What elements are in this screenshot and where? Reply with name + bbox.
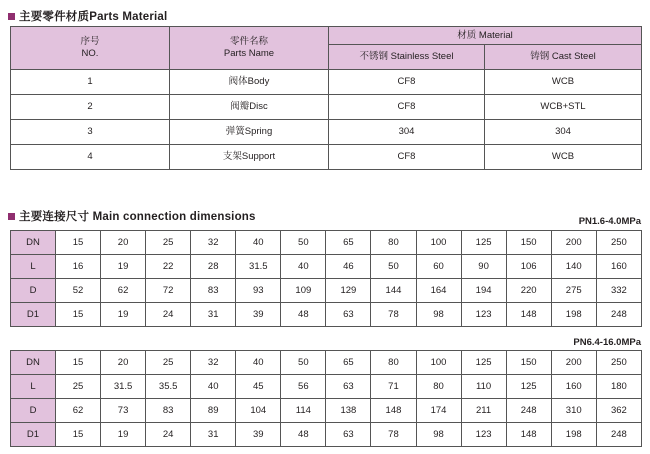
cell-stainless: 304: [329, 120, 485, 145]
table-cell: 138: [326, 399, 371, 423]
table-cell: 50: [371, 255, 416, 279]
table-cell: 194: [461, 279, 506, 303]
table-cell: 22: [146, 255, 191, 279]
table-cell: 200: [551, 231, 596, 255]
table-cell: 35.5: [146, 375, 191, 399]
dimensions-table-pn6.4-16.0: [10, 350, 642, 447]
table-cell: 19: [101, 255, 146, 279]
table-cell: 110: [461, 375, 506, 399]
row-header: D1: [11, 303, 56, 327]
cell-stainless: CF8: [329, 145, 485, 170]
table-row: [11, 231, 642, 255]
table-cell: 28: [191, 255, 236, 279]
table-cell: 62: [101, 279, 146, 303]
table-cell: 220: [506, 279, 551, 303]
cell-no: 1: [11, 70, 170, 95]
table-cell: 20: [101, 351, 146, 375]
table-cell: 129: [326, 279, 371, 303]
table-cell: 48: [281, 303, 326, 327]
table-cell: 16: [56, 255, 101, 279]
table-cell: 50: [281, 351, 326, 375]
header-parts-name: [170, 27, 329, 70]
table-cell: 93: [236, 279, 281, 303]
cell-no: 4: [11, 145, 170, 170]
table-cell: 125: [461, 351, 506, 375]
table-cell: 80: [371, 351, 416, 375]
table-cell: 148: [506, 303, 551, 327]
row-header: D: [11, 399, 56, 423]
header-cast-steel: 铸钢 Cast Steel: [485, 45, 642, 70]
table-row: [11, 375, 642, 399]
header-no-en: NO.: [81, 48, 99, 59]
table-row: [11, 423, 642, 447]
cell-part-name: 阀体Body: [170, 70, 329, 95]
cell-part-name: 阀瓣Disc: [170, 95, 329, 120]
table-cell: 148: [506, 423, 551, 447]
header-material: 材质 Material: [329, 27, 642, 45]
table-cell: 45: [236, 375, 281, 399]
table-cell: 114: [281, 399, 326, 423]
cell-cast: 304: [485, 120, 642, 145]
table-cell: 148: [371, 399, 416, 423]
section-title-text: 主要连接尺寸 Main connection dimensions: [19, 211, 256, 223]
table-cell: 125: [461, 231, 506, 255]
cell-no: 2: [11, 95, 170, 120]
table-cell: 31.5: [101, 375, 146, 399]
header-no-cn: 序号: [80, 36, 100, 48]
table-cell: 31: [191, 303, 236, 327]
table-cell: 198: [551, 303, 596, 327]
table-cell: 100: [416, 231, 461, 255]
table-cell: 39: [236, 303, 281, 327]
table-cell: 63: [326, 303, 371, 327]
table-cell: 248: [506, 399, 551, 423]
table-cell: 109: [281, 279, 326, 303]
table-cell: 198: [551, 423, 596, 447]
table-cell: 123: [461, 303, 506, 327]
table-cell: 98: [416, 423, 461, 447]
row-header: DN: [11, 231, 56, 255]
table-cell: 211: [461, 399, 506, 423]
cell-part-name: 支架Support: [170, 145, 329, 170]
table-cell: 32: [191, 231, 236, 255]
table-cell: 140: [551, 255, 596, 279]
table-cell: 24: [146, 423, 191, 447]
table-cell: 46: [326, 255, 371, 279]
table-cell: 98: [416, 303, 461, 327]
table-cell: 123: [461, 423, 506, 447]
section-title-dimensions: [8, 208, 256, 224]
table-cell: 31.5: [236, 255, 281, 279]
table-cell: 39: [236, 423, 281, 447]
table-cell: 32: [191, 351, 236, 375]
table-cell: 40: [236, 231, 281, 255]
cell-stainless: CF8: [329, 95, 485, 120]
cell-cast: WCB+STL: [485, 95, 642, 120]
table-cell: 83: [146, 399, 191, 423]
header-stainless-steel: 不锈钢 Stainless Steel: [329, 45, 485, 70]
table-cell: 40: [236, 351, 281, 375]
table-cell: 62: [56, 399, 101, 423]
table-cell: 106: [506, 255, 551, 279]
table-cell: 63: [326, 423, 371, 447]
table-row: [11, 95, 642, 120]
table-cell: 250: [596, 351, 641, 375]
table-cell: 104: [236, 399, 281, 423]
table-cell: 24: [146, 303, 191, 327]
row-header: L: [11, 375, 56, 399]
table-cell: 15: [56, 423, 101, 447]
section-title-text: 主要零件材质Parts Material: [19, 11, 168, 23]
row-header: D: [11, 279, 56, 303]
pressure-label: PN6.4-16.0MPa: [573, 337, 641, 348]
row-header: L: [11, 255, 56, 279]
header-no: [11, 27, 170, 70]
table-cell: 164: [416, 279, 461, 303]
table-row: [11, 255, 642, 279]
table-cell: 125: [506, 375, 551, 399]
table-cell: 83: [191, 279, 236, 303]
table-cell: 89: [191, 399, 236, 423]
table-cell: 200: [551, 351, 596, 375]
table-cell: 48: [281, 423, 326, 447]
table-cell: 72: [146, 279, 191, 303]
table-cell: 31: [191, 423, 236, 447]
table-cell: 248: [596, 423, 641, 447]
dimensions-table-pn1.6-4.0: [10, 230, 642, 327]
table-cell: 180: [596, 375, 641, 399]
table-row: [11, 303, 642, 327]
table-cell: 20: [101, 231, 146, 255]
table-cell: 15: [56, 303, 101, 327]
table-cell: 65: [326, 231, 371, 255]
table-cell: 19: [101, 303, 146, 327]
table-cell: 52: [56, 279, 101, 303]
row-header: DN: [11, 351, 56, 375]
table-cell: 19: [101, 423, 146, 447]
cell-cast: WCB: [485, 70, 642, 95]
table-cell: 40: [191, 375, 236, 399]
table-cell: 160: [596, 255, 641, 279]
table-row: [11, 120, 642, 145]
table-cell: 15: [56, 231, 101, 255]
table-cell: 78: [371, 303, 416, 327]
table-cell: 50: [281, 231, 326, 255]
table-cell: 63: [326, 375, 371, 399]
table-cell: 25: [146, 231, 191, 255]
table-cell: 250: [596, 231, 641, 255]
square-bullet-icon: [8, 13, 15, 20]
table-cell: 78: [371, 423, 416, 447]
table-cell: 56: [281, 375, 326, 399]
table-row: [11, 145, 642, 170]
table-cell: 65: [326, 351, 371, 375]
table-cell: 40: [281, 255, 326, 279]
section-title-parts-material: [8, 8, 167, 24]
table-cell: 275: [551, 279, 596, 303]
cell-cast: WCB: [485, 145, 642, 170]
table-cell: 144: [371, 279, 416, 303]
table-cell: 150: [506, 231, 551, 255]
square-bullet-icon: [8, 213, 15, 220]
parts-material-table: [10, 26, 642, 170]
table-cell: 174: [416, 399, 461, 423]
table-cell: 150: [506, 351, 551, 375]
table-cell: 100: [416, 351, 461, 375]
table-cell: 80: [371, 231, 416, 255]
table-row: [11, 351, 642, 375]
table-cell: 90: [461, 255, 506, 279]
table-cell: 160: [551, 375, 596, 399]
table-cell: 25: [56, 375, 101, 399]
cell-stainless: CF8: [329, 70, 485, 95]
table-row: [11, 279, 642, 303]
pressure-label: PN1.6-4.0MPa: [578, 216, 641, 227]
header-name-cn: 零件名称: [229, 36, 268, 48]
row-header: D1: [11, 423, 56, 447]
table-cell: 60: [416, 255, 461, 279]
header-name-en: Parts Name: [223, 48, 275, 59]
table-cell: 15: [56, 351, 101, 375]
table-cell: 80: [416, 375, 461, 399]
table-cell: 248: [596, 303, 641, 327]
table-cell: 71: [371, 375, 416, 399]
table-row: [11, 399, 642, 423]
cell-no: 3: [11, 120, 170, 145]
cell-part-name: 弹簧Spring: [170, 120, 329, 145]
table-row: [11, 70, 642, 95]
table-cell: 25: [146, 351, 191, 375]
table-cell: 362: [596, 399, 641, 423]
table-cell: 73: [101, 399, 146, 423]
table-cell: 332: [596, 279, 641, 303]
table-cell: 310: [551, 399, 596, 423]
